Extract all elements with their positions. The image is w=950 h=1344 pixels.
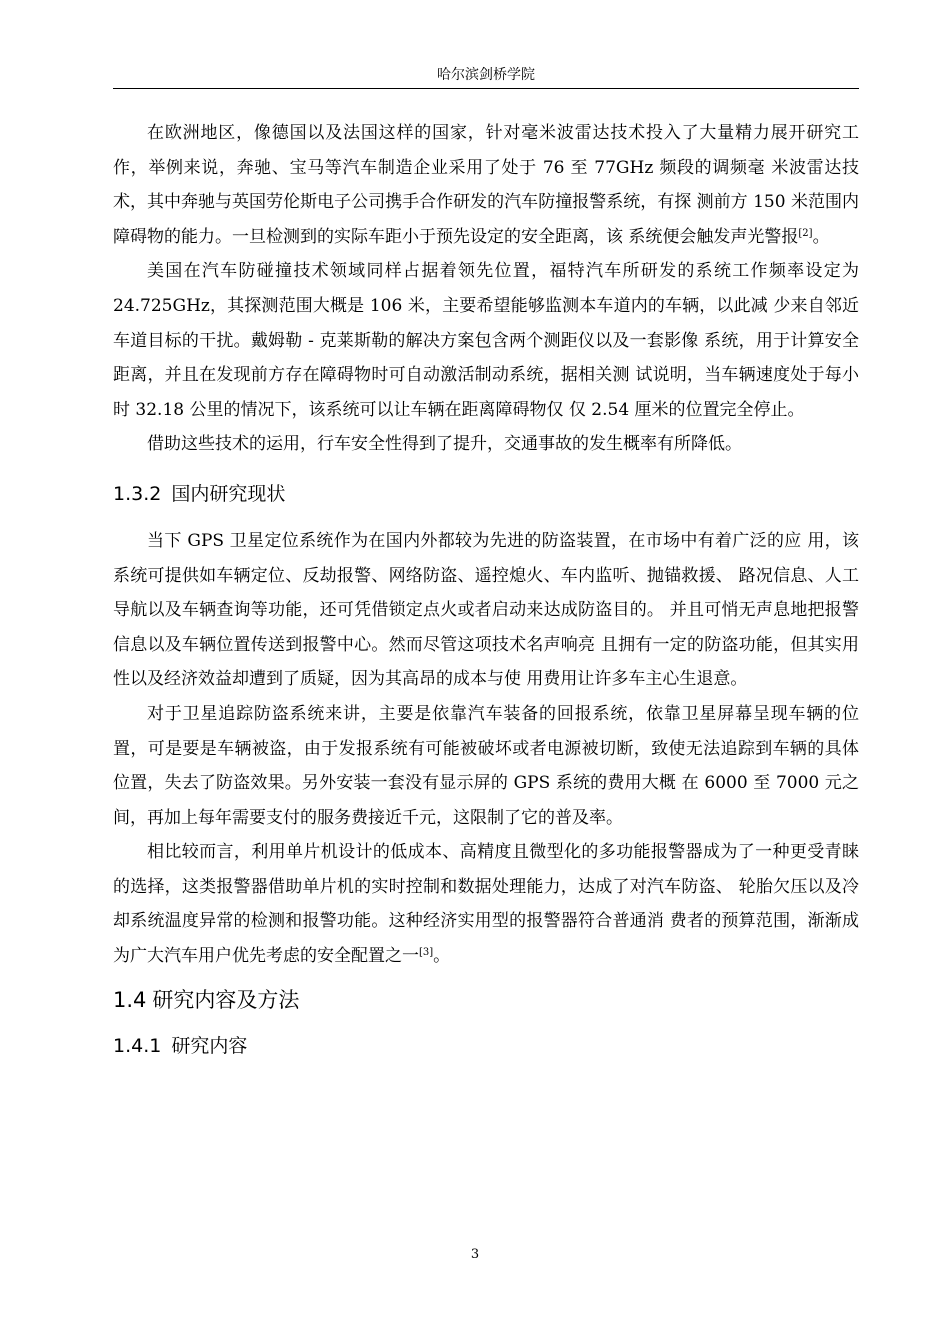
citation-ref: [3] bbox=[419, 947, 434, 959]
section-number: 1.4 bbox=[113, 987, 147, 1012]
paragraph bbox=[113, 697, 859, 835]
section-title: 研究内容及方法 bbox=[152, 987, 300, 1012]
page-number: 3 bbox=[470, 1247, 480, 1262]
paragraph bbox=[113, 835, 859, 973]
paragraph bbox=[113, 254, 859, 427]
paragraph-end: 。 bbox=[812, 226, 830, 247]
document-body bbox=[113, 116, 859, 1058]
paragraph-end: 。 bbox=[433, 946, 451, 967]
paragraph-text: 对于卫星追踪防盗系统来讲，主要是依靠汽车装备的回报系统，依靠卫星屏幕呈现车辆的位置，可是要是车辆被盗，由于发报系统有可能被破坏或者电源被切断，致使无法追踪到车辆的具体位置，失去了防盗效果。另外安装一套没有显示屏的 GPS 系统的费用大概 在 6000 至 7000 元之间，再加上每年需要支付的服务费接近千元，这限制了它的普及率。 bbox=[113, 703, 859, 828]
section-number: 1.3.2 bbox=[113, 482, 162, 505]
paragraph-text: 美国在汽车防碰撞技术领域同样占据着领先位置，福特汽车所研发的系统工作频率设定为 24.725GHz，其探测范围大概是 106 米，主要希望能够监测本车道内的车辆，以此减 少来自邻近车道目标的干扰。戴姆勒 - 克莱斯勒的解决方案包含两个测距仪以及一套影像 系统，用于计算安全距离，并且在发现前方存在障碍物时可自动激活制动系统，据相关测 试说明，当车辆速度处于每小时 32.18 公里的情况下，该系统可以让车辆在距离障碍物仅 仅 2.54 厘米的位置完全停止。 bbox=[113, 261, 859, 420]
header-title: 哈尔滨剑桥学院 bbox=[437, 67, 535, 83]
paragraph-text: 相比较而言，利用单片机设计的低成本、高精度且微型化的多功能报警器成为了一种更受青睐的选择，这类报警器借助单片机的实时控制和数据处理能力，达成了对汽车防盗、 轮胎欠压以及冷却系统温度异常的检测和报警功能。这种经济实用型的报警器符合普通消 费者的预算范围，渐渐成为广大汽车用户优先考虑的安全配置之一 bbox=[113, 842, 859, 967]
paragraph-text: 借助这些技术的运用，行车安全性得到了提升，交通事故的发生概率有所降低。 bbox=[147, 434, 742, 455]
section-heading-1-3-2 bbox=[113, 482, 859, 506]
section-heading-1-4-1 bbox=[113, 1034, 859, 1058]
paragraph bbox=[113, 427, 859, 462]
section-heading-1-4 bbox=[113, 986, 859, 1014]
paragraph-text: 在欧洲地区，像德国以及法国这样的国家，针对毫米波雷达技术投入了大量精力展开研究工作，举例来说，奔驰、宝马等汽车制造企业采用了处于 76 至 77GHz 频段的调频毫 米波雷达技术，其中奔驰与英国劳伦斯电子公司携手合作研发的汽车防撞报警系统，有探 测前方 150 米范围内障碍物的能力。一旦检测到的实际车距小于预先设定的安全距离，该 系统便会触发声光警报 bbox=[113, 123, 859, 247]
section-title: 研究内容 bbox=[171, 1034, 248, 1057]
paragraph bbox=[113, 524, 859, 697]
page-header bbox=[113, 62, 859, 89]
citation-ref: [2] bbox=[798, 227, 813, 239]
section-title: 国内研究现状 bbox=[171, 482, 286, 505]
paragraph-text: 当下 GPS 卫星定位系统作为在国内外都较为先进的防盗装置，在市场中有着广泛的应 用，该系统可提供如车辆定位、反劫报警、网络防盗、遥控熄火、车内监听、抛锚救援、 路况信息、人工导航以及车辆查询等功能，还可凭借锁定点火或者启动来达成防盗目的。 并且可悄无声息地把报警信息以及车辆位置传送到报警中心。然而尽管这项技术名声响亮 且拥有一定的防盗功能，但其实用性以及经济效益却遭到了质疑，因为其高昂的成本与使 用费用让许多车主心生退意。 bbox=[113, 530, 859, 690]
paragraph bbox=[113, 116, 859, 254]
section-number: 1.4.1 bbox=[113, 1034, 162, 1057]
